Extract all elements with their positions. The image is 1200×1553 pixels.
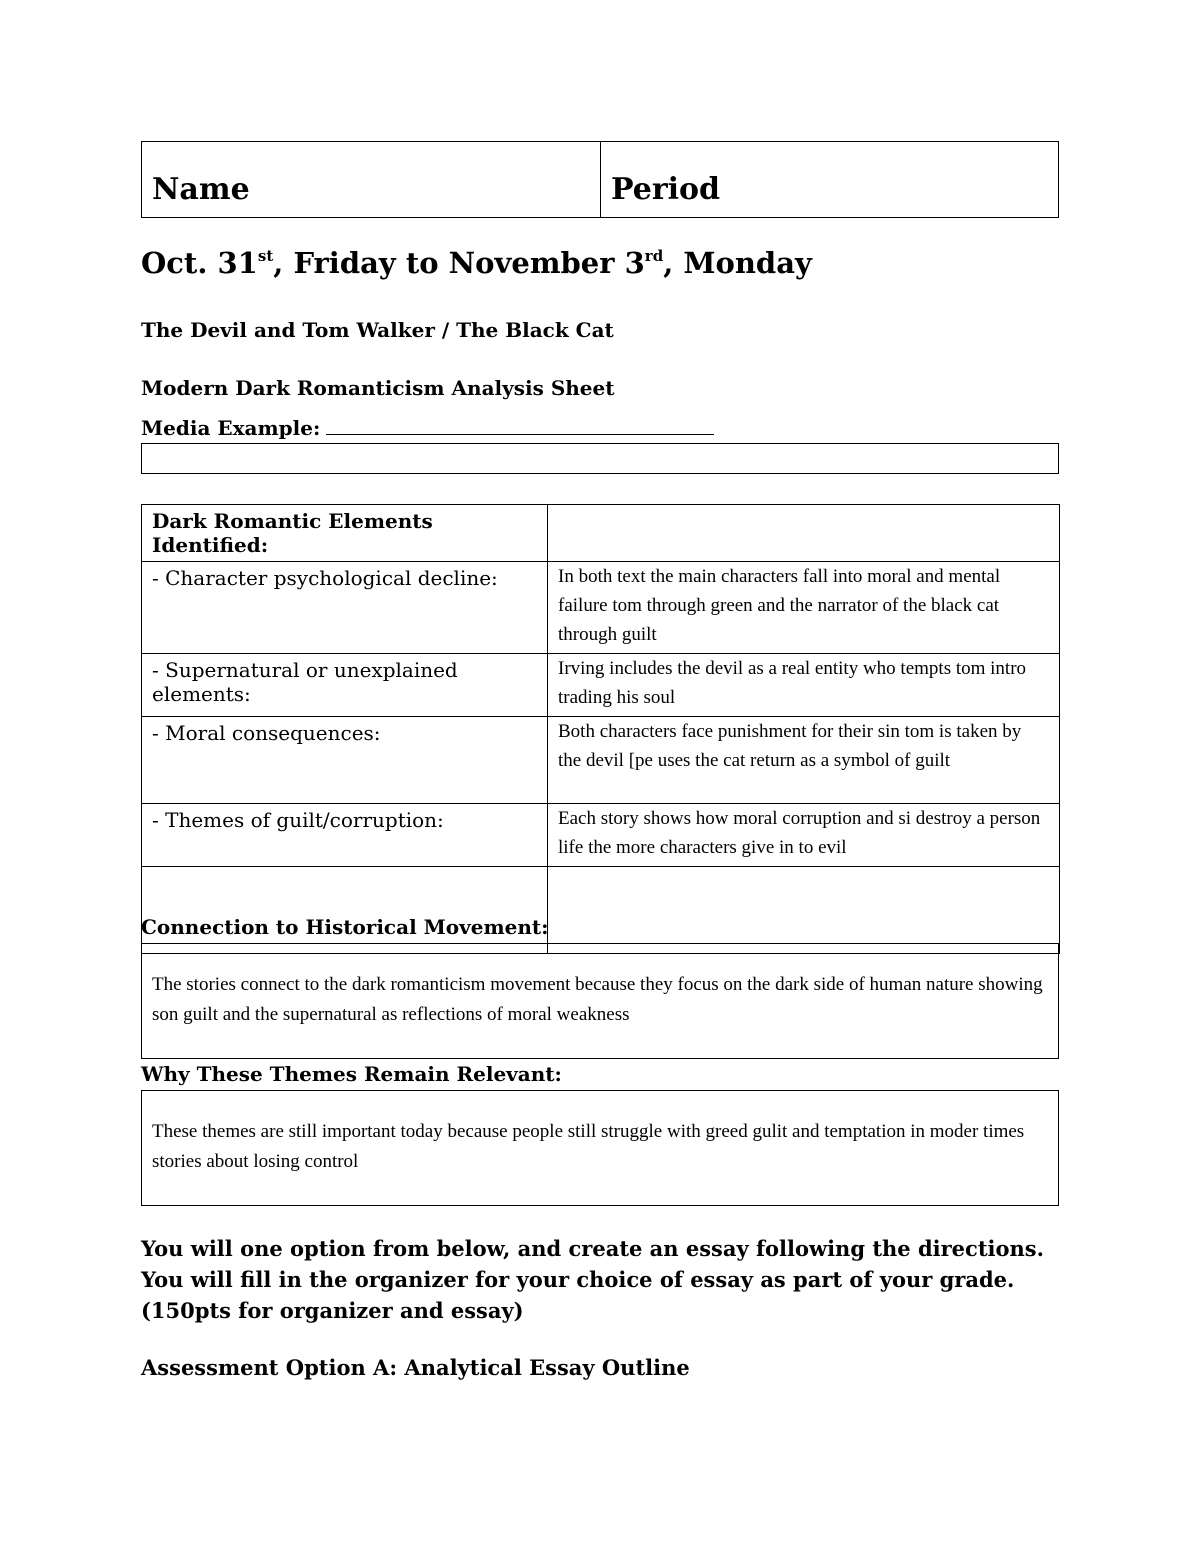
media-example-box[interactable] — [141, 443, 1059, 474]
element-label: - Themes of guilt/corruption: — [142, 804, 548, 867]
period-field[interactable] — [601, 142, 1058, 217]
name-label: Name — [152, 172, 250, 207]
element-label: - Character psychological decline: — [142, 562, 548, 654]
table-row — [142, 717, 1060, 804]
essay-instructions: You will one option from below, and create an essay following the directions. You will fill in the organizer for your choice of essay as part of your grade. (150pts for organizer and essay) — [141, 1236, 1044, 1323]
table-row — [142, 654, 1060, 717]
element-answer[interactable]: In both text the main characters fall into moral and mental failure tom through green and the narrator of the black cat through guilt — [548, 562, 1060, 654]
name-field[interactable] — [142, 142, 601, 217]
element-answer[interactable]: Each story shows how moral corruption and si destroy a person life the more characters give in to evil — [548, 804, 1060, 867]
table-header-cell: Dark Romantic Elements Identified: — [142, 505, 548, 562]
media-example-label: Media Example: — [141, 416, 321, 440]
period-label: Period — [611, 172, 721, 207]
stories-title: The Devil and Tom Walker / The Black Cat — [141, 318, 614, 342]
date-end: , Monday — [663, 246, 812, 280]
connection-label: Connection to Historical Movement: — [141, 915, 549, 939]
elements-table — [141, 504, 1060, 954]
connection-answer-box[interactable]: The stories connect to the dark romanticism movement because they focus on the dark side of human nature showing son guilt and the supernatural as reflections of moral weakness — [141, 943, 1059, 1059]
element-answer[interactable]: Irving includes the devil as a real entity who tempts tom intro trading his soul — [548, 654, 1060, 717]
sheet-title: Modern Dark Romanticism Analysis Sheet — [141, 376, 615, 400]
element-answer[interactable]: Both characters face punishment for their sin tom is taken by the devil [pe uses the cat return as a symbol of guilt — [548, 717, 1060, 804]
media-example-blank[interactable] — [326, 418, 714, 435]
date-heading — [141, 246, 812, 280]
table-header-row — [142, 505, 1060, 562]
table-row — [142, 804, 1060, 867]
element-label: - Moral consequences: — [142, 717, 548, 804]
assessment-option-a-title: Assessment Option A: Analytical Essay Outline — [141, 1355, 690, 1380]
name-period-box — [141, 141, 1059, 218]
date-middle: , Friday to November 3 — [273, 246, 645, 280]
relevance-label: Why These Themes Remain Relevant: — [141, 1062, 562, 1086]
date-end-sup: rd — [644, 247, 664, 265]
table-row — [142, 867, 1060, 954]
media-example-line — [141, 416, 714, 440]
element-answer[interactable] — [548, 867, 1060, 954]
relevance-answer-box[interactable]: These themes are still important today because people still struggle with greed gulit and temptation in moder times stories about losing control — [141, 1090, 1059, 1206]
element-label[interactable] — [142, 867, 548, 954]
table-header-empty-cell — [548, 505, 1060, 562]
table-row — [142, 562, 1060, 654]
date-start: Oct. 31 — [141, 246, 258, 280]
date-start-sup: st — [257, 247, 274, 265]
element-label: - Supernatural or unexplained elements: — [142, 654, 548, 717]
